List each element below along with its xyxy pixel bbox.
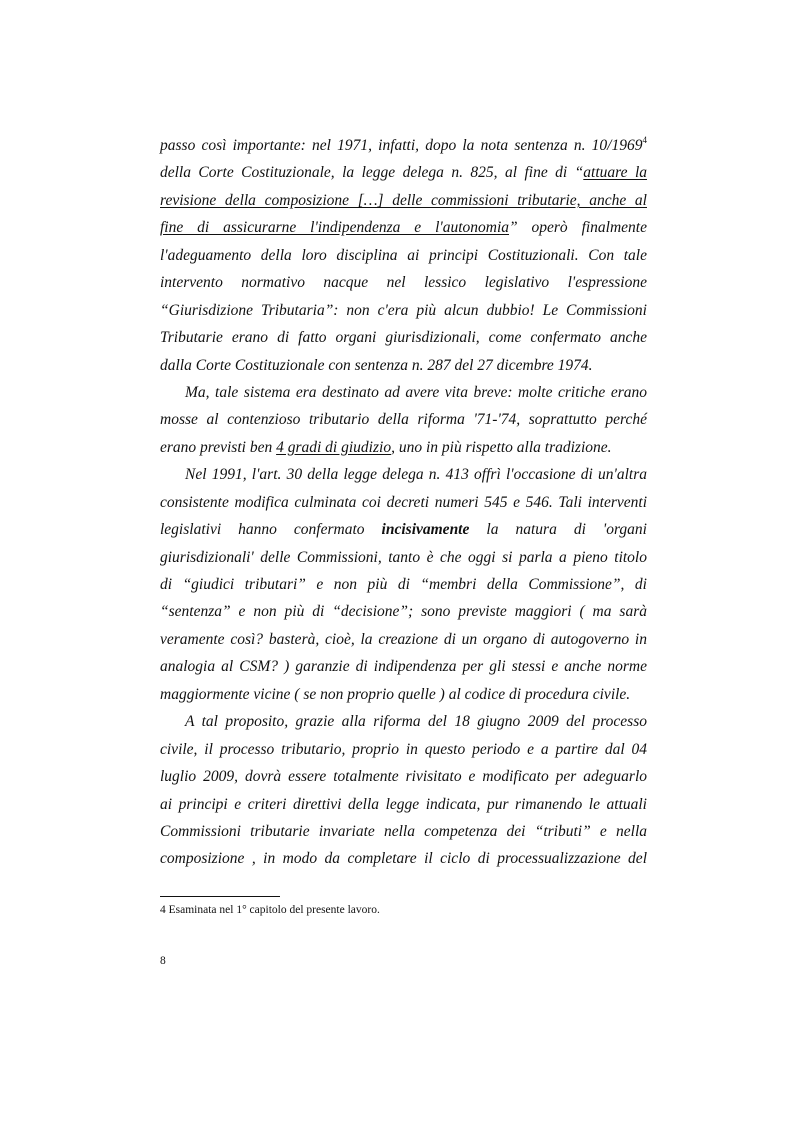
text-line: revisione della composizione […] delle commissioni tributarie, anche al <box>160 191 647 209</box>
body-text <box>160 132 647 873</box>
text-line: “Giurisdizione Tributaria”: non c'era più alcun dubbio! Le Commissioni <box>160 301 647 319</box>
page-number: 8 <box>160 955 166 967</box>
text-line: Nel 1991, l'art. 30 della legge delega n. 413 offrì l'occasione di un'altra <box>185 466 647 484</box>
text-line: giurisdizionali' delle Commissioni, tanto è che oggi si parla a pieno titolo <box>160 548 647 566</box>
text-line: “sentenza” e non più di “decisione”; sono previste maggiori ( ma sarà <box>160 603 647 621</box>
text-line: erano previsti ben 4 gradi di giudizio, uno in più rispetto alla tradizione. <box>160 438 612 456</box>
text-line: Commissioni tributarie invariate nella competenza dei “tributi” e nella <box>160 822 647 840</box>
text-line: legislativi hanno confermato incisivamente la natura di 'organi <box>160 521 647 539</box>
text-line: di “giudici tributari” e non più di “membri della Commissione”, di <box>160 576 647 593</box>
text-line: A tal proposito, grazie alla riforma del 18 giugno 2009 del processo <box>185 713 647 731</box>
text-line: veramente così? basterà, cioè, la creazione di un organo di autogoverno in <box>160 630 647 648</box>
footnote-ref: 4 <box>642 135 647 145</box>
text-line: civile, il processo tributario, proprio in questo periodo e a partire dal 04 <box>160 740 647 758</box>
footnote-separator <box>160 896 280 897</box>
text-line: passo così importante: nel 1971, infatti, dopo la nota sentenza n. 10/1969$^4$ <box>160 135 647 154</box>
text-line: dalla Corte Costituzionale con sentenza n. 287 del 27 dicembre 1974. <box>160 356 593 374</box>
text-line: ai principi e criteri direttivi della legge indicata, pur rimanendo le attuali <box>160 795 647 813</box>
text-line: Tributarie erano di fatto organi giurisdizionali, come confermato anche <box>160 329 647 347</box>
text-line: consistente modifica culminata coi decreti numeri 545 e 546. Tali interventi <box>160 493 647 511</box>
text-line: analogia al CSM? ) garanzie di indipendenza per gli stessi e anche norme <box>160 658 647 676</box>
text-line: fine di assicurarne l'indipendenza e l'autonomia” operò finalmente <box>160 219 647 237</box>
text-line: l'adeguamento della loro disciplina ai principi Costituzionali. Con tale <box>160 246 647 264</box>
text-line: luglio 2009, dovrà essere totalmente rivisitato e modificato per adeguarlo <box>160 768 647 786</box>
text-line: mosse al contenzioso tributario della riforma '71-'74, soprattutto perché <box>160 411 647 429</box>
footnote: 4 Esaminata nel 1° capitolo del presente lavoro. <box>160 904 380 916</box>
text-line: maggiormente vicine ( se non proprio quelle ) al codice di procedura civile. <box>160 685 631 703</box>
text-line: composizione , in modo da completare il ciclo di processualizzazione del <box>160 850 647 868</box>
text-line: Ma, tale sistema era destinato ad avere vita breve: molte critiche erano <box>185 383 647 401</box>
text-line: intervento normativo nacque nel lessico legislativo l'espressione <box>160 274 647 292</box>
text-line: della Corte Costituzionale, la legge delega n. 825, al fine di “attuare la <box>160 164 647 182</box>
